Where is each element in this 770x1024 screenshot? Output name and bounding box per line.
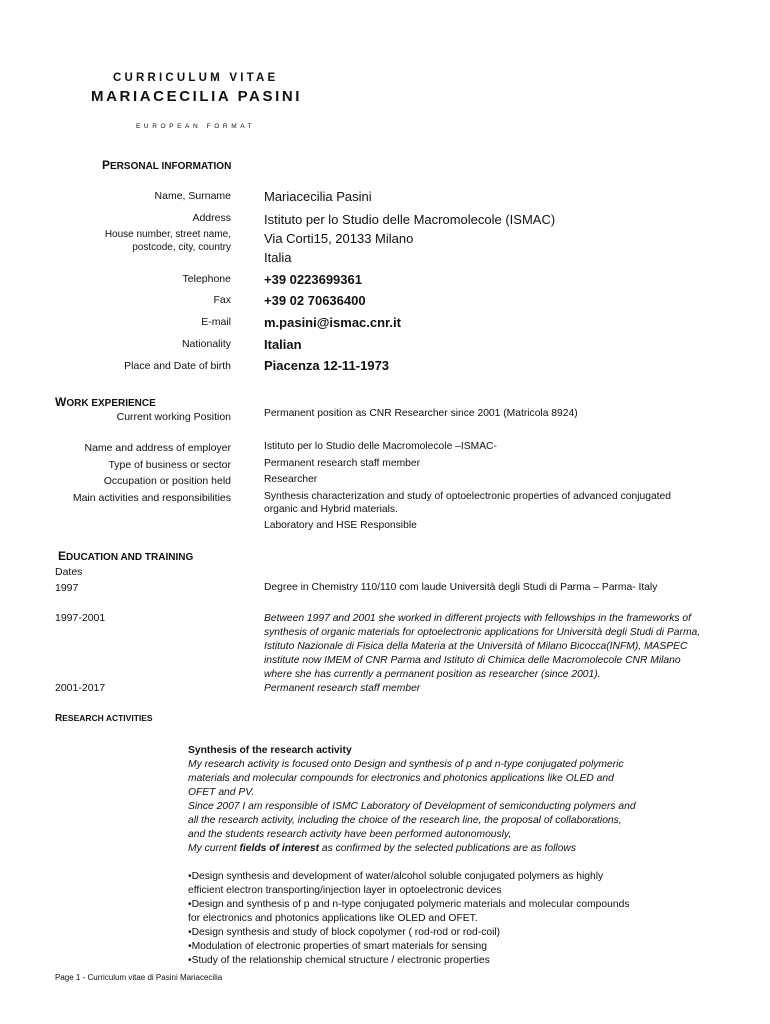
birth-label: Place and Date of birth (124, 360, 231, 372)
cv-format: EUROPEAN FORMAT (136, 123, 256, 130)
fax-label: Fax (213, 294, 231, 306)
bullet-line: •Study of the relationship chemical structure / electronic properties (188, 955, 490, 966)
address-line: Italia (264, 250, 292, 265)
education-date: 1997 (55, 582, 79, 594)
cv-label: CURRICULUM VITAE (113, 72, 279, 84)
work-heading-initial: W (55, 395, 67, 409)
address-sublabel-line: House number, street name, (104, 229, 231, 240)
employer-value: Istituto per lo Studio delle Macromolecole –ISMAC- (264, 441, 497, 452)
employer-label: Name and address of employer (84, 442, 231, 454)
education-entry-text (264, 612, 700, 696)
education-heading-initial: E (58, 549, 67, 563)
education-date: 1997-2001 (55, 612, 106, 624)
research-paragraph (188, 758, 654, 856)
fields-suffix: as confirmed by the selected publications are as follows (319, 843, 577, 854)
activities-value-line: Laboratory and HSE Responsible (264, 520, 417, 531)
work-heading-rest: ORK EXPERIENCE (66, 398, 156, 409)
research-line: all the research activity, including the choice of the research line, the proposal of collaborations, (188, 815, 622, 826)
education-line: Istituto Nazionale di Fisica della Materia at the Università of Milano Bicocca(INFM), MASPEC (264, 641, 688, 652)
research-line: materials and molecular compounds for electronics and photonics applications like OLED and (188, 773, 614, 784)
education-heading-rest: DUCATION AND TRAINING (66, 552, 194, 563)
name-value: Mariacecilia Pasini (264, 189, 372, 204)
bullet-line: •Modulation of electronic properties of smart materials for sensing (188, 941, 487, 952)
business-value: Permanent research staff member (264, 457, 421, 469)
education-line: institute now IMEM of CNR Parma and Istituto di Chimica delle Macromolecole CNR Milano (264, 655, 681, 666)
education-line: Between 1997 and 2001 she worked in different projects with fellowships in the frameworks of (264, 613, 691, 624)
education-line: synthesis of organic materials for optoelectronic applications for Università degli Studi di Parma, (264, 627, 701, 638)
education-line: Permanent research staff member (264, 683, 421, 694)
position-label: Current working Position (116, 411, 231, 423)
fax-value: +39 02 70636400 (264, 293, 366, 308)
address-value (264, 210, 555, 267)
bullet-line: efficient electron transporting/injection layer in optoelectronic devices (188, 885, 502, 896)
address-label: Address (192, 212, 231, 224)
education-line: where she has currently a permanent position as researcher (since 2001). (264, 669, 601, 680)
email-label: E-mail (201, 316, 231, 328)
business-label: Type of business or sector (108, 458, 231, 471)
telephone-value: +39 0223699361 (264, 272, 362, 287)
bullet-line: for electronics and photonics applications like OLED and OFET. (188, 913, 478, 924)
address-line: Via Corti15, 20133 Milano (264, 231, 414, 246)
research-title: Synthesis of the research activity (188, 745, 352, 756)
address-line: Istituto per lo Studio delle Macromolecole (ISMAC) (264, 212, 556, 227)
fields-prefix: My current (188, 843, 240, 854)
cv-name: MARIACECILIA PASINI (91, 88, 303, 105)
dates-label: Dates (55, 566, 83, 578)
activities-label: Main activities and responsibilities (72, 491, 231, 504)
activities-value-line: Synthesis characterization and study of optoelectronic properties of advanced conjugated (264, 490, 671, 502)
education-heading (58, 549, 193, 563)
bullet-line: •Design synthesis and development of water/alcohol soluble conjugated polymers as highly (188, 871, 604, 882)
research-heading (55, 713, 153, 724)
research-line: My research activity is focused onto Design and synthesis of p and n-type conjugated polymeric (188, 759, 624, 770)
bullet-line: •Design and synthesis of p and n-type conjugated polymeric materials and molecular compounds (188, 899, 630, 910)
personal-info-heading (102, 158, 231, 172)
fields-bold: fields of interest (239, 843, 320, 854)
research-heading-rest: ESEARCH ACTIVITIES (62, 713, 153, 723)
activities-continuation (264, 503, 417, 533)
address-sublabel-line: postcode, city, country (132, 242, 231, 253)
address-sublabel (56, 228, 231, 254)
email-value: m.pasini@ismac.cnr.it (264, 315, 401, 330)
nationality-label: Nationality (181, 338, 231, 350)
page-footer: Page 1 - Curriculum vitae di Pasini Mariacecilia (55, 973, 223, 982)
occupation-value: Researcher (264, 474, 318, 485)
research-heading-initial: R (55, 713, 63, 724)
activities-value-line: organic and Hybrid materials. (264, 504, 398, 515)
nationality-value: Italian (264, 337, 302, 352)
birth-value: Piacenza 12-11-1973 (264, 358, 390, 373)
fields-of-interest-line (188, 842, 654, 856)
education-entry-text: Degree in Chemistry 110/110 com laude Università degli Studi di Parma – Parma- Italy (264, 582, 658, 593)
research-line: Since 2007 I am responsible of ISMC Laboratory of Development of semiconducting polymers and (188, 801, 636, 812)
bullet-line: •Design synthesis and study of block copolymer ( rod-rod or rod-coil) (188, 927, 501, 938)
research-line: OFET and PV. (188, 787, 255, 798)
name-label: Name, Surname (154, 190, 231, 202)
education-date: 2001-2017 (55, 682, 106, 694)
personal-heading-initial: P (102, 158, 111, 172)
personal-heading-rest: ERSONAL INFORMATION (110, 161, 232, 172)
position-value: Permanent position as CNR Researcher since 2001 (Matricola 8924) (264, 408, 578, 419)
work-values (264, 439, 671, 505)
research-line: and the students research activity have been performed autonomously, (188, 829, 512, 840)
research-bullets (188, 870, 654, 968)
occupation-label: Occupation or position held (103, 475, 231, 487)
work-labels (56, 440, 231, 506)
research-block (188, 744, 654, 968)
work-experience-heading (55, 395, 156, 409)
telephone-label: Telephone (182, 273, 231, 285)
